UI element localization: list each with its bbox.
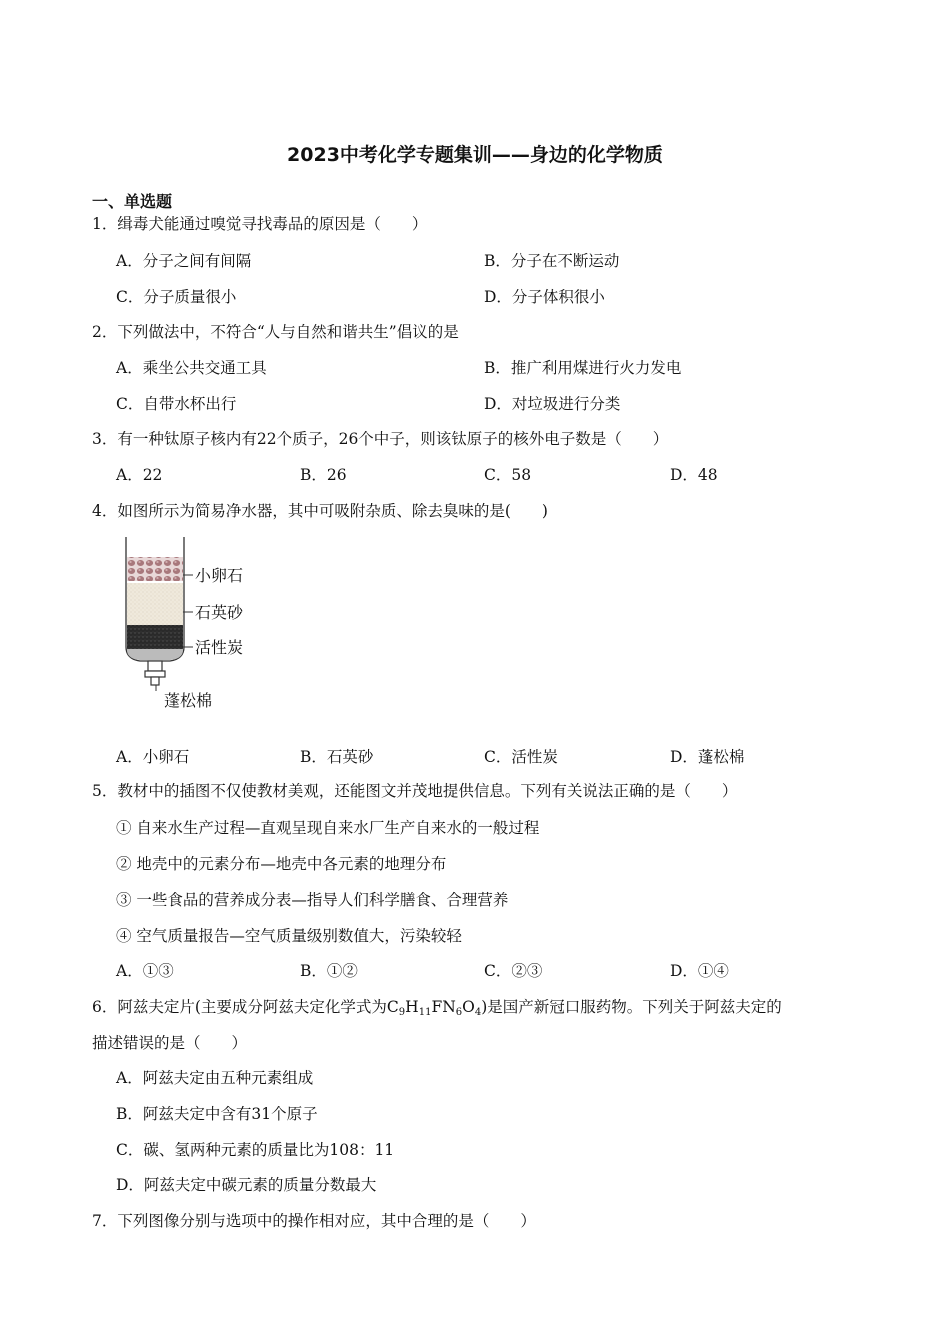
- q1-option-d: D．分子体积很小: [484, 288, 605, 306]
- q5-item-1: ① 自来水生产过程—直观呈现自来水厂生产自来水的一般过程: [116, 819, 540, 837]
- page-title: 2023中考化学专题集训——身边的化学物质: [287, 144, 663, 166]
- outlet-pipe: [151, 677, 159, 685]
- q1-stem: 1．缉毒犬能通过嗅觉寻找毒品的原因是（ ）: [92, 215, 428, 233]
- q4-stem: 4．如图所示为简易净水器，其中可吸附杂质、除去臭味的是( ): [92, 502, 548, 520]
- q4-option-a: A．小卵石: [116, 748, 190, 766]
- q2-option-d: D．对垃圾进行分类: [484, 395, 621, 413]
- q1-option-b: B．分子在不断运动: [484, 252, 620, 270]
- q5-option-c: C．②③: [484, 962, 543, 980]
- carbon-layer: [127, 625, 183, 649]
- outlet-neck: [148, 661, 162, 671]
- label-cotton: 蓬松棉: [164, 691, 213, 710]
- q1-option-a: A．分子之间有间隔: [116, 252, 252, 270]
- section-heading: 一、单选题: [92, 192, 173, 211]
- label-activated-carbon: 活性炭: [195, 638, 244, 657]
- q4-option-b: B．石英砂: [300, 748, 374, 766]
- q5-option-a: A．①③: [116, 962, 174, 980]
- q4-option-c: C．活性炭: [484, 748, 558, 766]
- q6-stem-post: )是国产新冠口服药物。下列关于阿兹夫定的: [481, 998, 782, 1016]
- q4-option-d: D．蓬松棉: [670, 748, 745, 766]
- q6-option-b: B．阿兹夫定中含有31个原子: [116, 1105, 318, 1123]
- cotton-layer: [127, 649, 183, 660]
- pebble-layer: [127, 557, 183, 581]
- q3-stem: 3．有一种钛原子核内有22个质子，26个中子，则该钛原子的核外电子数是（ ）: [92, 430, 669, 448]
- q5-option-b: B．①②: [300, 962, 358, 980]
- q6-stem-line2: 描述错误的是（ ）: [92, 1034, 248, 1052]
- q6-option-c: C．碳、氢两种元素的质量比为108：11: [116, 1141, 395, 1159]
- q5-item-3: ③ 一些食品的营养成分表—指导人们科学膳食、合理营养: [116, 891, 509, 909]
- q5-option-d: D．①④: [670, 962, 729, 980]
- q1-option-c: C．分子质量很小: [116, 288, 237, 306]
- q5-item-2: ② 地壳中的元素分布—地壳中各元素的地理分布: [116, 855, 447, 873]
- q6-option-d: D．阿兹夫定中碳元素的质量分数最大: [116, 1176, 377, 1194]
- q6-option-a: A．阿兹夫定由五种元素组成: [116, 1069, 314, 1087]
- label-quartz-sand: 石英砂: [195, 603, 244, 622]
- sand-layer: [127, 583, 183, 625]
- q2-option-c: C．自带水杯出行: [116, 395, 237, 413]
- water-filter-figure: [118, 535, 278, 715]
- q2-option-b: B．推广利用煤进行火力发电: [484, 359, 682, 377]
- q6-stem: [92, 997, 782, 1023]
- q5-item-4: ④ 空气质量报告—空气质量级别数值大，污染较轻: [116, 927, 462, 945]
- outlet-cap: [145, 671, 165, 677]
- q2-stem: 2．下列做法中，不符合“人与自然和谐共生”倡议的是: [92, 323, 459, 341]
- q6-stem-pre: 6．阿兹夫定片(主要成分阿兹夫定化学式为: [92, 998, 387, 1016]
- q6-formula: $C_9H_{11}FN_6O_4$: [386, 998, 482, 1018]
- q5-stem: 5．教材中的插图不仅使教材美观，还能图文并茂地提供信息。下列有关说法正确的是（ ）: [92, 782, 738, 800]
- q7-stem: 7．下列图像分别与选项中的操作相对应，其中合理的是（ ）: [92, 1212, 536, 1230]
- q3-option-d: D．48: [670, 466, 718, 484]
- q3-option-c: C．58: [484, 466, 532, 484]
- label-pebbles: 小卵石: [195, 566, 244, 585]
- q3-option-a: A．22: [116, 466, 163, 484]
- q3-option-b: B．26: [300, 466, 347, 484]
- q2-option-a: A．乘坐公共交通工具: [116, 359, 267, 377]
